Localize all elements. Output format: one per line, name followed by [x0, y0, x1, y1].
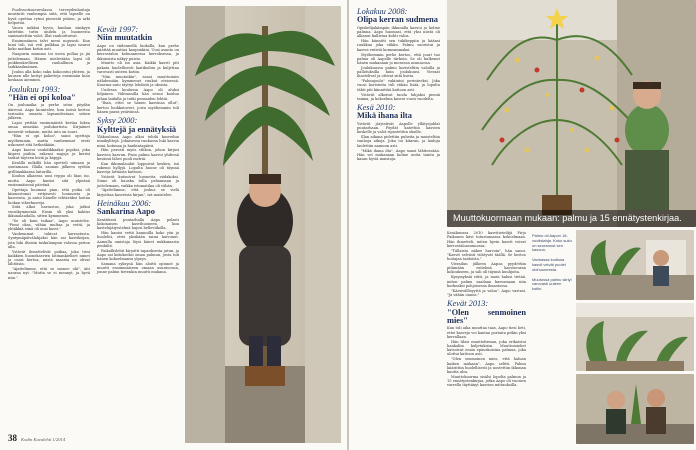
paragraph: Kesällä mökillä hän opetteli uimaan ja soutamaan. Illalla saunan jälkeen syötiin grillimakkaraa laiturilla.: [8, 161, 90, 174]
left-column-2: [97, 26, 179, 275]
paragraph: "Niin muutatkin", sanoi muuttomies nähdessään kymmenet ruukut eteisessä. Kuorma-auto täyttyi lehdistä ja oksista.: [97, 74, 179, 88]
paragraph: "Ajattelimme, että se menee ohi", äiti nauraa nyt. "Mutta se ei mennyt, ja hyvä niin.": [8, 267, 90, 280]
paragraph: "Ajattelimme, että joskus se vielä kirjoittaa kasveista kirjan", isä muistelee.: [97, 188, 179, 197]
paragraph: Uudessa koulussa Aapo oli aluksi hiljainen. Välitunnilla hän seisoi koulun pihan laidalla ja tutki pensaiden lehtiä.: [97, 88, 179, 101]
christmas-palm-illustration: [447, 0, 696, 227]
left-column-1: [8, 8, 90, 281]
section-heading: [357, 104, 440, 121]
section-subtitle: Sankarina Aapo: [97, 207, 155, 217]
paragraph: Hän kantoi vettä kannuilla koko yön ja huolehti, ettei yksikään taimi kuivunut. Aamulla omistaja löysi hänet nukkumasta penkiltä.: [97, 231, 179, 248]
section-year: Joulukuu 1993:: [8, 84, 61, 94]
paragraph: "Hän ei opi koloa", sanoi opettaja myöhemmin, mutta vanhemmat eivät uskoneet sitä hetkeäkään.: [8, 134, 90, 147]
paragraph: Samana syksynä hän aloitti opinnot ja muutti ensimmäiseen omaan asuntoonsa, jonne palmu tietenkin muutti mukana.: [97, 261, 179, 275]
paragraph: Muuttokuorma sisälsi lopulta palmun ja 15 ennätystenkirjaa, jotka Aapo oli vuosien varrella täyttänyt kasvien mittauksilla.: [447, 374, 526, 388]
paragraph: Hän tilasi muuttofirman, joka erikoistui hankaliin kuljetuksiin. Muuttomiehet katsoivat ensin epäuskoisina palmua, joka ulottui kattoon asti.: [447, 339, 526, 357]
paragraph: "Olen senmoinen mies, että haluan kaiken mukaan", Aapo selitti. Palmu käärittiin huolellisesti ja nostettiin ikkunan kautta ulos.: [447, 357, 526, 375]
section-subtitle: Mikä ihana ilta: [357, 111, 412, 121]
paragraph: On joulunaika ja perhe istuu pöydän ääressä. Aapo kuuntelee, kun isoisä kertoo tarinoita omasta lapsuudestaan sotien jälkeen.: [8, 103, 90, 121]
section-subtitle: "Hän ei opi koloa": [8, 93, 76, 103]
section-heading: [8, 86, 90, 103]
paragraph: Kysymyksiä riitti, ja moni halusi tietää, miten palmu saadaan kasvamaan niin korkeaksi pohjoisessa ilmastossa.: [447, 275, 526, 288]
intro-paragraphs: [8, 8, 90, 83]
moving-day-illustration: [576, 374, 694, 444]
paragraph: Aapo kasvoi vauhdikkaaksi pojaksi, joka kiipesi puihin, rakensi majoja ja keräsi taskut täyteen kiviä ja käpyjä.: [8, 147, 90, 161]
section-year: Heinäkuu 2006:: [97, 198, 152, 208]
palm-carry-photo: [185, 6, 341, 443]
section-year: Syksy 2000:: [97, 116, 138, 126]
section-heading: [97, 200, 179, 217]
paragraph: Hän kiinnitti sen tukikeppiin ja käänsi ruukkua joka viikko. Palmu suoristui ja kasvoi entistä komeammaksi.: [357, 39, 440, 52]
section-heading: [97, 26, 179, 43]
paragraph: Ystävät järjestivät Aapolle yllätysjuhlat puutarhaan. Pöydät katettiin kasvien keskelle ja valot ripustettiin oksille.: [357, 121, 440, 135]
side-caption: Muutossa palmu siirtyi varovasti uuteen kotiin.: [532, 276, 572, 292]
paragraph: Yläkoulussa Aapo alkoi tehdä kasveihin nimikylttejä. Jokaisessa ruukussa luki kasvin nimi, kotimaa ja hankintapäivä.: [97, 135, 179, 148]
paragraph: Kesäkuussa 2010 kasvitieteilijä Pirjo Paikonen kävi tutustumassa kokoelmaan. Hän ihmetteli, miten hyvin kasvit voivat kerrostaloasunnossa.: [447, 231, 526, 248]
small-photo-3: [576, 374, 694, 444]
paragraph: "Tällaista näkee harvoin", hän sanoi. "Kasvit selvästi viihtyvät täällä. Se kertoo hoitajan taidoista.": [447, 248, 526, 262]
paragraph: Paikallislehti kirjoitti tapauksesta jutun, ja Aapo sai kiitokseksi oman palmun, josta tuli hänen kokoelmansa ylpeys.: [97, 248, 179, 262]
paragraph: "Ihan, ettei se hänen kasvinsa ollut", kertoo luokkatoveri, josta myöhemmin tuli hänen paras ystävänsä.: [97, 101, 179, 114]
page-number: 38: [8, 433, 17, 443]
paragraph: "Se oli kuin taikaa", Aapo muistelee. "Pieni oksa, vähän multaa ja vettä, ja yhtäkkiä siinä oli uusi kasvi.": [8, 218, 90, 232]
paragraph: Puolivuotisneuvolassa terveydenhoitaja muistutti vanhempia siitä, että lapselle on hyvä opettaa rytmi pienestä pitäen, ja arki helpottui.: [8, 8, 90, 25]
paragraph: Lapsi yrittää ensimmäistä kertaa lukea omaa nimeään joulukortista. Kirjaimet menevät sekaisin, mutta into on suuri.: [8, 121, 90, 134]
paragraph: Myöhemmin perhe kertoo, että juuri tuo palmu oli Aapolle tärkein. Se oli kulkenut hänen mukanaan jo monessa asunnossa.: [357, 52, 440, 65]
christmas-palm-photo: [447, 0, 696, 227]
paragraph: "Palmujoulu" vakiintui perinteeksi. Joka vuosi koristeita tuli vähän lisää, ja lopulta tähti piti kiinnittää kattoon asti.: [357, 79, 440, 92]
main-photo-caption: Muuttokuormaan mukaan: palmu ja 15 ennätystenkirjaa.: [447, 210, 696, 227]
page-folio: [8, 428, 65, 446]
right-page: [349, 0, 696, 450]
paragraph: Vanhemmat tukivat harrastusta. Syntymäpäivälahjaksi hän sai kasvikirjan, jota luki iltaisin taskulampun valossa peiton alla.: [8, 232, 90, 249]
small-photo-1: [576, 230, 694, 300]
paragraph: Opettaja huomasi pian, että poika oli kiinnostunut erityisesti luonnosta ja kasveista, ja antoi hänelle tehtäväksi hoitaa luokan viherkasveja.: [8, 187, 90, 205]
right-column-2: [447, 231, 526, 388]
right-column-1: [357, 8, 440, 162]
paragraph: Joulun alla koko suku kokoontui yhteen, ja kuusen alle kertyi paketteja enemmän kuin koskaan aiemmin.: [8, 69, 90, 83]
left-page: [0, 0, 347, 450]
paragraph: Kesätöissä puutarhalla Aapo pelasti kokonaisen kasvihuoneen, kun kastelujärjestelmä hajosi helleviikolla.: [97, 217, 179, 231]
paragraph: Opiskelijakämpän ikkunalla kasvoi jo kolme palmua. Aapo huomasi, että yksi niistä oli alkanut kallistua kohti valoa.: [357, 25, 440, 39]
paragraph: Ensimmäinen talvi meni nopeasti. Kun lumi tuli, isä veti pulkkaa ja lapsi nauroi koko matkan kotiin asti.: [8, 38, 90, 52]
side-caption: Vanhassa kodissa kasvit veivät puolet olohuoneesta.: [532, 257, 566, 272]
paragraph: "Mikä ihana ilta", Aapo sanoi lähtiessään. Hän vei mukanaan kolme uutta tainta ja kasan hyviä muistoja.: [357, 148, 440, 162]
section-year: Kesä 2010:: [357, 103, 396, 113]
small-photo-2: [576, 303, 694, 371]
section-subtitle: Olipa kerran sudmena: [357, 15, 438, 25]
paragraph: Ystävät kutsuivat huonetta viidakoksi. Sinne oli hauska tulla pelaamaan ja juttelemaan, vaikka istumatilaa oli vähän.: [97, 175, 179, 188]
magazine-name: Kodin Kuvalehti 1/2014: [21, 437, 66, 442]
section-heading: [357, 8, 440, 25]
section-subtitle: "Olen senmoinen mies": [447, 307, 526, 325]
paragraph: Kun ikkunalaudat loppuivat kesken, isä rakensi hyllyjä. Lopulta huone oli täynnä kasveja lattiasta kattoon.: [97, 161, 179, 175]
palm-carry-illustration: [185, 6, 341, 443]
section-subtitle: Kylttejä ja ennätyksiä: [97, 124, 177, 134]
paragraph: Siitä alkoi harrastus, joka jatkui vuosikymmeniä. Ensin oli yksi kaktus ikkunalaudalla, sitten kymmenen.: [8, 205, 90, 218]
living-room-plants-illustration: [576, 303, 694, 371]
paragraph: Illan aikana pidettiin puheita ja muisteltiin vanhoja aikoja. Joku toi kitaran, ja lauluja laulettiin aamuun asti.: [357, 135, 440, 148]
paragraph: Ystävät alkoivat tuoda lahjaksi pieniä taimia, ja kokoelma kasvoi vuosi vuodelta.: [357, 92, 440, 101]
paragraph: Aapo on viidennellä luokalla, kun perhe päättää muuttaa kaupunkiin. Uusi asunto on kerrostalon kolmannessa kerroksessa, ja ikkunoista näkyy puisto.: [97, 43, 179, 61]
paragraph: Vauva nukkui hyvin, kunhan sänkyyn laitettiin tuttu unilelu ja huoneesta sammutettiin valot. Illat rauhoittuivat.: [8, 25, 90, 39]
paragraph: Naapurin mummo toi usein pullaa ja jäi juttelemaan. Hänen mielestään lapsi oli poikkeuksellisen rauhallinen ja tarkkasilmäinen.: [8, 52, 90, 70]
section-year: Kevät 1997:: [97, 25, 139, 34]
paragraph: "Kärsivällisyyttä ja valoa", Aapo vastasi. "Ja vähän onnea.": [447, 288, 526, 297]
side-captions: [532, 234, 572, 297]
paragraph: Kun tuli aika muuttaa taas, Aapo tiesi heti, ettei kasveja voi kantaa portaita pitkin yksi kerrallaan.: [447, 326, 526, 339]
section-heading: [447, 300, 526, 325]
section-year: Kevät 2013:: [447, 299, 489, 309]
section-heading: [97, 117, 179, 134]
section-subtitle: Niin muutatkin: [97, 33, 153, 43]
section-year: Lokakuu 2008:: [357, 7, 408, 16]
paragraph: Hän perusti myös vihkon, johon kirjasi kasvien kasvun. Pisin palmu kasvoi yhdessä kesässä lähes puoli metriä.: [97, 148, 179, 161]
paragraph: Joulukuussa palmu koristeltiin valoilla ja pallotuksilla kuin joulukuusi. Vieraat ihastelivat ja ottivat siitä kuvia.: [357, 65, 440, 79]
paragraph: Koulun alkaessa uusi reppu oli liian iso, mutta Aapo kantoi sitä ylpeänä ensimmäisenä päivänä.: [8, 174, 90, 187]
kitchen-plants-illustration: [576, 230, 694, 300]
side-caption: Palmu oli Aapon 18-vuotislahja. Koko suku on seurannut sen kasvua.: [532, 233, 572, 253]
paragraph: Vierailun jälkeen Aapoa pyydettiin pitämään esitelmä kasviseuran kokoukseen, ja sali oli täynnä kuulijoita.: [447, 261, 526, 275]
paragraph: Ystävät ihmettelivät poikaa, joka tiesi kaikkien huonekasvien latinankieliset nimet ja osasi kertoa, mistä maasta ne olivat lähtöisin.: [8, 249, 90, 267]
paragraph: Muutto oli iso asia. Kaikki kasvit piti pakata huolellisesti laatikoihin ja kuljettaa varovasti uuteen kotiin.: [97, 61, 179, 74]
